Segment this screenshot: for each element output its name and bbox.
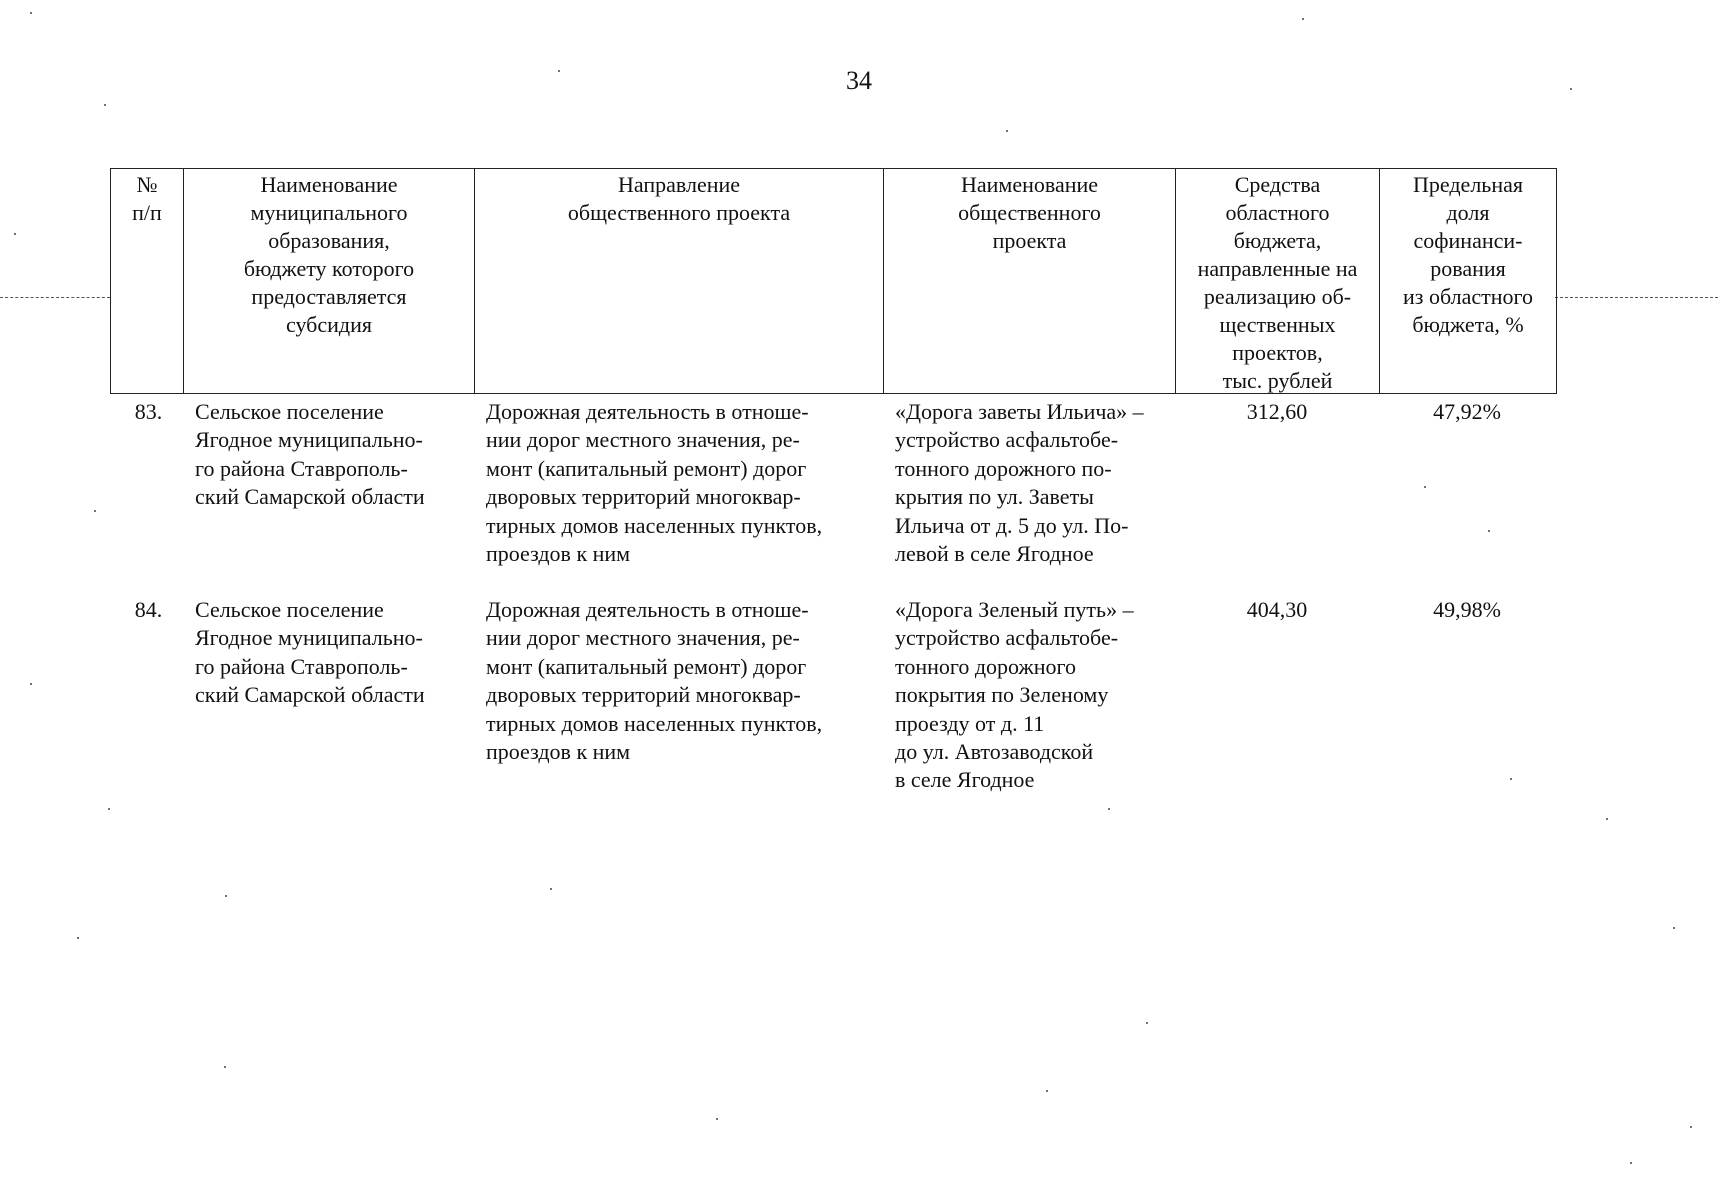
row-municipality: Сельское поселение Ягодное муниципально- го района Ставрополь- ский Самарской области	[195, 597, 425, 708]
scan-speck	[1673, 927, 1675, 929]
header-project: Наименование общественного проекта	[884, 169, 1176, 393]
table-header-row	[110, 168, 1557, 394]
scan-speck	[225, 895, 227, 897]
scan-speck	[1510, 778, 1512, 780]
scan-speck	[1424, 486, 1426, 488]
scan-speck	[30, 12, 32, 14]
scan-speck	[30, 683, 32, 685]
header-share: Предельная доля софинанси- рования из областного бюджета, %	[1403, 172, 1533, 337]
scan-speck	[94, 510, 96, 512]
scan-speck	[558, 70, 560, 72]
row-share: 47,92%	[1433, 399, 1501, 424]
scan-speck	[1606, 818, 1608, 820]
page-number: 34	[846, 66, 872, 95]
scan-speck	[104, 104, 106, 106]
header-funds: Средства областного бюджета, направленные на реализацию об- щественных проектов, тыс. рублей	[1176, 169, 1380, 393]
header-municipality: Наименование муниципального образования, бюджету которого предоставляется субсидия	[184, 169, 475, 393]
scan-artifact-line-right	[1555, 297, 1718, 298]
scan-speck	[1046, 1090, 1048, 1092]
scan-speck	[550, 888, 552, 890]
scan-speck	[14, 233, 16, 235]
row-direction: Дорожная деятельность в отноше- нии дорог местного значения, ре- монт (капитальный ремонт) дорог дворовых территорий многоквар- тирных домов населенных пунктов, проездов к ним	[486, 597, 823, 765]
scan-speck	[1006, 130, 1008, 132]
header-direction: Направление общественного проекта	[475, 169, 884, 393]
scan-speck	[1108, 808, 1110, 810]
row-funds: 404,30	[1246, 597, 1308, 622]
scan-speck	[716, 1118, 718, 1120]
scan-speck	[1690, 1126, 1692, 1128]
row-project: «Дорога заветы Ильича» – устройство асфальтобе- тонного дорожного по- крытия по ул. Заветы Ильича от д. 5 до ул. По- левой в селе Ягодное	[895, 399, 1144, 567]
scan-speck	[1488, 530, 1490, 532]
scan-speck	[224, 1066, 226, 1068]
scan-artifact-line-left	[0, 297, 110, 298]
scan-speck	[1302, 18, 1304, 20]
scan-speck	[1570, 88, 1572, 90]
row-project: «Дорога Зеленый путь» – устройство асфальтобе- тонного дорожного покрытия по Зеленому проезду от д. 11 до ул. Автозаводской в селе Ягодное	[895, 597, 1134, 793]
table-row	[110, 596, 1557, 826]
subsidy-table	[110, 168, 1557, 826]
row-share: 49,98%	[1433, 597, 1501, 622]
row-municipality: Сельское поселение Ягодное муниципально- го района Ставрополь- ский Самарской области	[195, 399, 425, 510]
table-row	[110, 398, 1557, 596]
row-funds: 312,60	[1246, 399, 1308, 424]
scan-speck	[1630, 1162, 1632, 1164]
scan-speck	[77, 937, 79, 939]
row-number: 84.	[134, 597, 163, 622]
row-direction: Дорожная деятельность в отноше- нии дорог местного значения, ре- монт (капитальный ремонт) дорог дворовых территорий многоквар- тирных домов населенных пунктов, проездов к ним	[486, 399, 823, 567]
scan-speck	[1146, 1022, 1148, 1024]
row-number: 83.	[134, 399, 163, 424]
scan-speck	[108, 808, 110, 810]
header-number: № п/п	[111, 169, 184, 393]
